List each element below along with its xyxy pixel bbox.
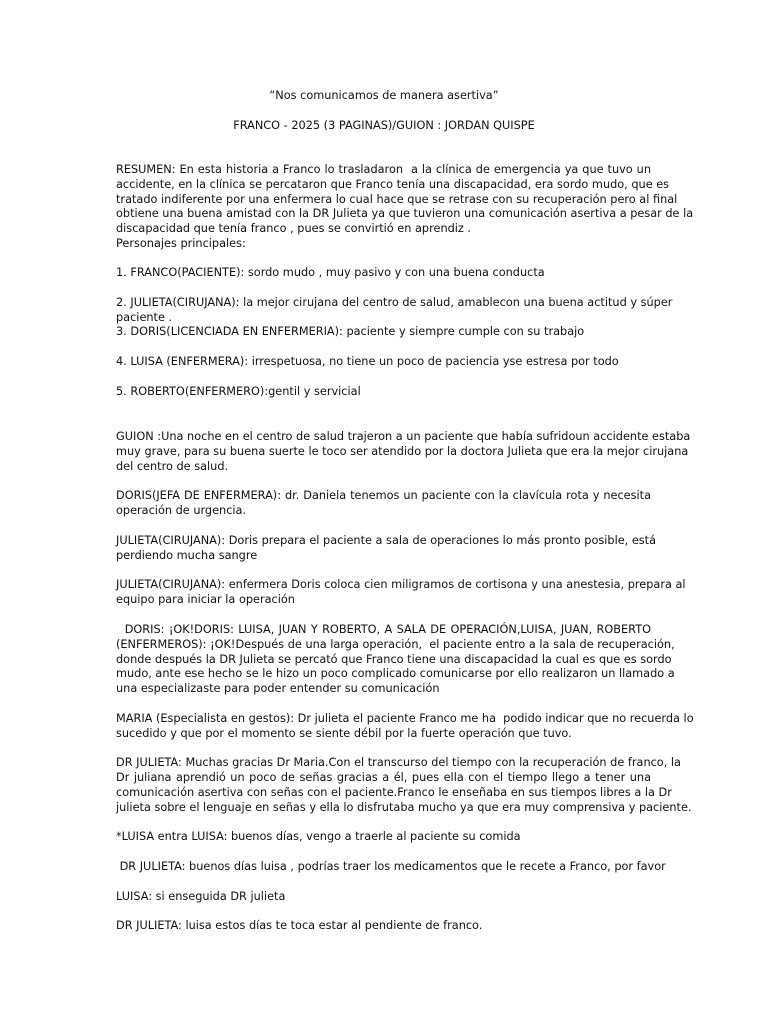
text-line: del centro de salud.: [116, 460, 229, 473]
text-line: equipo para iniciar la operación: [116, 593, 295, 606]
text-line: sucedido y que por el momento se siente débil por la fuerte operación que tuvo.: [116, 727, 572, 740]
text-line: tratado indiferente por una enfermera lo cual hace que se retrase con su recuperación pero al final: [116, 193, 678, 206]
text-line: comunicación asertiva con señas con el paciente.Franco le enseñaba en sus tiempos libres a la Dr: [116, 786, 672, 799]
text-line: julieta sobre el lenguaje en señas y ella lo disfrutaba mucho ya que era muy comprensiva y paciente.: [116, 801, 692, 814]
text-line: DR JULIETA: Muchas gracias Dr Maria.Con el transcurso del tiempo con la recuperación de franco, la: [116, 756, 681, 769]
text-line: DR JULIETA: luisa estos días te toca estar al pendiente de franco.: [116, 919, 483, 932]
document-title: “Nos comunicamos de manera asertiva”: [269, 89, 499, 102]
text-line: DORIS(JEFA DE ENFERMERA): dr. Daniela tenemos un paciente con la clavícula rota y necesita: [116, 489, 651, 502]
text-line: operación de urgencia.: [116, 504, 247, 517]
text-line: Personajes principales:: [116, 237, 246, 250]
text-line: (ENFERMEROS): ¡OK!Después de una larga operación, el paciente entro a la sala de recuperación,: [116, 638, 675, 651]
text-line: *LUISA entra LUISA: buenos días, vengo a traerle al paciente su comida: [116, 830, 521, 843]
text-line: accidente, en la clínica se percataron que Franco tenía una discapacidad, era sordo mudo, que es: [116, 178, 670, 191]
text-line: obtiene una buena amistad con la DR Julieta ya que tuvieron una comunicación asertiva a pesar de la: [116, 207, 694, 220]
character-item: 4. LUISA (ENFERMERA): irrespetuosa, no tiene un poco de paciencia yse estresa por todo: [116, 355, 619, 368]
text-line: JULIETA(CIRUJANA): Doris prepara el paciente a sala de operaciones lo más pronto posible, está: [116, 534, 657, 547]
text-line: LUISA: si enseguida DR julieta: [116, 890, 286, 903]
text-line: RESUMEN: En esta historia a Franco lo trasladaron a la clínica de emergencia ya que tuvo un: [116, 163, 651, 176]
character-item: 1. FRANCO(PACIENTE): sordo mudo , muy pasivo y con una buena conducta: [116, 266, 545, 279]
character-item: 5. ROBERTO(ENFERMERO):gentil y servicial: [116, 385, 361, 398]
text-line: mudo, ante ese hecho se le hizo un poco complicado comunicarse por ello realizaron un llamado a: [116, 667, 675, 680]
text-line: donde después la DR Julieta se percató que Franco tiene una discapacidad la cual es que es sordo: [116, 653, 672, 666]
text-line: una especializaste para poder entender su comunicación: [116, 682, 440, 695]
text-line: muy grave, para su buena suerte le toco ser atendido por la doctora Julieta que era la mejor cirujana: [116, 445, 689, 458]
text-line: DORIS: ¡OK!DORIS: LUISA, JUAN Y ROBERTO, A SALA DE OPERACIÓN,LUISA, JUAN, ROBERTO: [116, 623, 651, 636]
text-line: perdiendo mucha sangre: [116, 549, 258, 562]
character-item: 3. DORIS(LICENCIADA EN ENFERMERIA): paciente y siempre cumple con su trabajo: [116, 325, 585, 338]
text-line: DR JULIETA: buenos días luisa , podrías traer los medicamentos que le recete a Franco, por favor: [116, 860, 666, 873]
text-line: Dr juliana aprendió un poco de señas gracias a él, pues ella con el tiempo llego a tener una: [116, 771, 651, 784]
document-subtitle: FRANCO - 2025 (3 PAGINAS)/GUION : JORDAN QUISPE: [233, 119, 535, 132]
text-line: MARIA (Especialista en gestos): Dr julieta el paciente Franco me ha podido indicar que no recuerda lo: [116, 712, 694, 725]
text-line: paciente .: [116, 311, 173, 324]
text-line: JULIETA(CIRUJANA): enfermera Doris coloca cien miligramos de cortisona y una anestesia, prepara al: [116, 578, 686, 591]
character-item: 2. JULIETA(CIRUJANA): la mejor cirujana del centro de salud, amablecon una buena actitud y súper: [116, 296, 673, 309]
text-line: GUION :Una noche en el centro de salud trajeron a un paciente que había sufridoun accidente estaba: [116, 430, 691, 443]
text-line: discapacidad que tenía franco , pues se convirtió en aprendiz .: [116, 222, 472, 235]
